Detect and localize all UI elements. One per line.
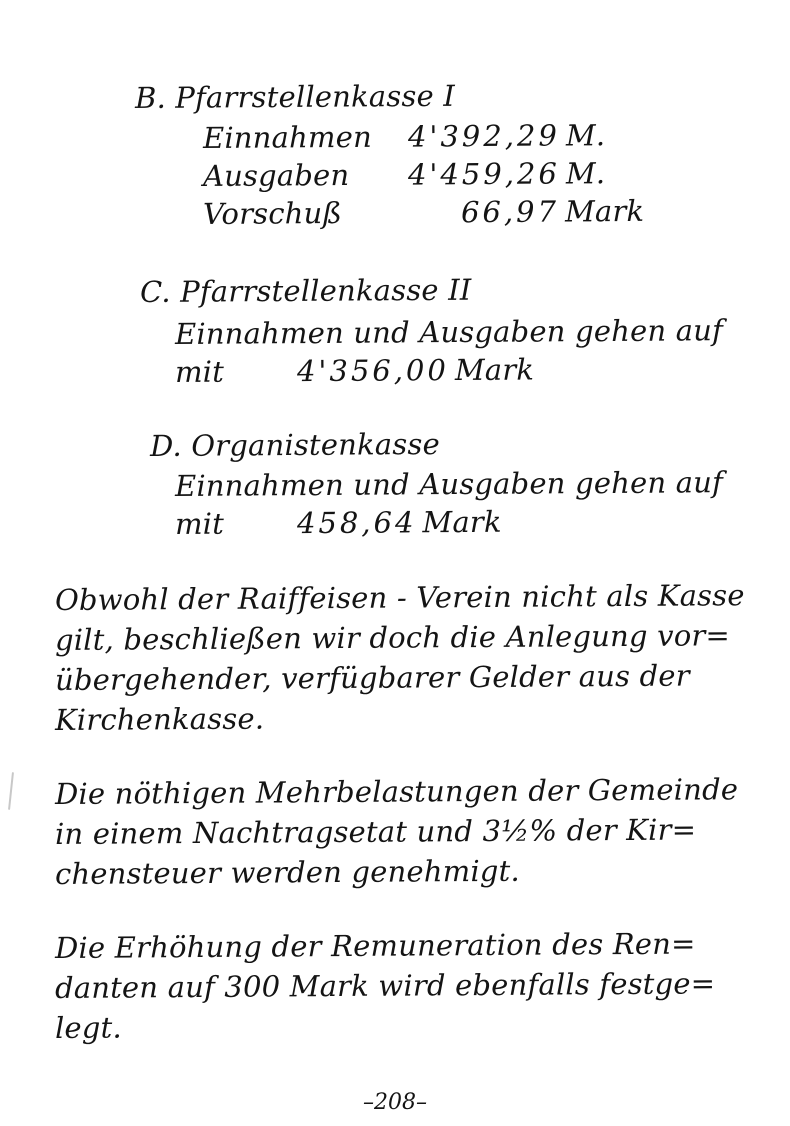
paragraph-2-line-3: chensteuer werden genehmigt. (54, 853, 521, 891)
section-c-heading: C. Pfarrstellenkasse II (139, 272, 472, 309)
paragraph-1-line-3: übergehender, verfügbarer Gelder aus der (54, 658, 690, 697)
paragraph-2-line-1: Die nöthigen Mehrbelastungen der Gemeinde (54, 772, 739, 811)
line-amount: 4'356,00 (296, 353, 450, 389)
paragraph-2-line-2: in einem Nachtragsetat und 3½% der Kir= (54, 812, 697, 851)
line-amount: 458,64 (296, 505, 417, 541)
paragraph-3-line-1: Die Erhöhung der Remuneration des Ren= (54, 926, 696, 965)
section-c-line-2 (175, 351, 534, 390)
section-c-line-1: Einnahmen und Ausgaben gehen auf (174, 313, 724, 351)
row-label: Ausgaben (202, 157, 350, 193)
row-amount: 4'459,26 (407, 156, 561, 192)
page-number: –208– (363, 1090, 427, 1115)
margin-mark (8, 772, 14, 810)
line-unit: Mark (454, 352, 535, 388)
row-unit: Mark (564, 193, 645, 229)
line-prefix: mit (174, 354, 225, 389)
line-unit: Mark (422, 504, 502, 540)
section-b-row-income (203, 117, 605, 156)
row-amount: 4'392,29 (407, 118, 561, 154)
paragraph-1-line-4: Kirchenkasse. (54, 701, 265, 737)
paragraph-1-line-1: Obwohl der Raiffeisen - Verein nicht als Kasse (54, 578, 745, 617)
paragraph-3-line-3: legt. (54, 1010, 122, 1045)
paragraph-3-line-2: danten auf 300 Mark wird ebenfalls festge= (54, 966, 716, 1005)
row-unit: M. (565, 118, 606, 153)
row-amount: 66,97 (460, 194, 560, 230)
row-label: Vorschuß (202, 196, 343, 231)
section-b-heading: B. Pfarrstellenkasse I (134, 78, 456, 115)
row-unit: M. (565, 156, 606, 191)
section-b-row-advance (203, 193, 645, 232)
section-d-heading: D. Organistenkasse (149, 426, 440, 463)
line-prefix: mit (174, 506, 225, 541)
row-label: Einnahmen (202, 119, 373, 155)
paragraph-1-line-2: gilt, beschließen wir doch die Anlegung vor= (54, 618, 731, 657)
section-d-line-2 (175, 504, 502, 542)
section-b-row-expenses (203, 155, 605, 194)
section-d-line-1: Einnahmen und Ausgaben gehen auf (174, 465, 724, 503)
